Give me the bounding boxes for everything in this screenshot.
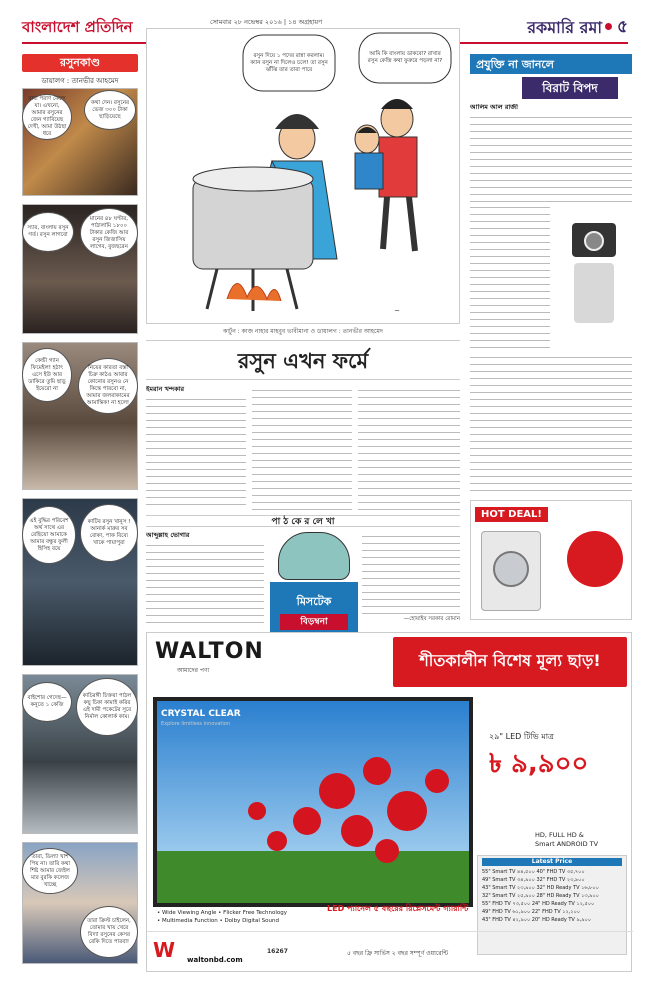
price-row: 55" Smart TV ৪৪,৫০০ 40" FHD TV ৩৫,৭০০ — [482, 869, 585, 875]
tech-body-text — [470, 113, 632, 203]
svg-text:~: ~ — [394, 307, 400, 315]
price-row: 43" Smart TV ২৩,৯০০ 32" HD Ready TV ১৬,৮০০ — [482, 885, 599, 891]
squidward-illustration — [278, 532, 350, 580]
service-warranty: ৫ বছর ফ্রি সার্ভিস ২ বছর সম্পূর্ণ ওয়ারেন্টি — [347, 950, 449, 957]
tech-byline: আলিম আল রাজী — [470, 104, 518, 111]
speech-bubble: মানের ৪৮ ঘণ্টার, পাঠালামি ১৮০০ টাকার কেজি আর রসুন জিজাসিয় লাগেব, বুজছরেন — [80, 208, 138, 258]
readers-section-label: পা ঠ কে র লে খা — [146, 515, 460, 527]
speech-bubble: কাচিরঙ্গী চিক্তরা পাঠল কছু চিকা কামাই করির এই দামী পকেটের সুরে নির্মাল কোলার্ক কাম। — [76, 678, 138, 736]
speech-bubble: নিয়ের কারতা বস্তা চিক্র কাঠও আবার কোনোর রসুনও নে কিন্তে পারবো না, আমার জলরাকামের আমান্তিক! না হলে! — [78, 358, 138, 414]
article-column-1 — [146, 386, 246, 510]
hot-deal-label: HOT DEAL! — [475, 507, 548, 522]
price-row: 55" FHD TV ৭৩,৫০০ 24" HD Ready TV ১২,৫০০ — [482, 901, 595, 907]
washing-machine-door — [493, 551, 529, 587]
article-byline: ইমরান খন্দকার — [146, 386, 185, 393]
tv-price: ৳ ৯,৯০০ — [489, 749, 589, 779]
walton-tagline: আমাদের পণ্য — [177, 667, 210, 674]
speech-bubble: কেন্ডী গ্যান ফিমেইল! হঠাৎ এসে ইউ আর ডাকিরে তুমি ছাড়ু ইয়েরো না — [22, 348, 72, 402]
price-table-header: Latest Price — [482, 858, 622, 866]
winter-discount-banner: শীতকালীন বিশেষ মূল্য ছাড়! — [393, 637, 627, 687]
speech-bubble: স্যার, বাংলায় রসুন গর্ত। রসুন লাগবো — [22, 212, 74, 252]
cartoon-illustration — [146, 28, 460, 324]
price-row: 43" FHD TV ৪২,৯০০ 20" HD Ready TV ৯,৯০০ — [482, 917, 592, 923]
tv-image — [153, 697, 473, 907]
letter-column-1 — [146, 532, 264, 626]
tv-screen-flowers — [157, 701, 469, 903]
cartoon-credit: কার্টুন : কাজ নাহার মাহবুব ভাবীমানা ও ডায়ালগ : তানভীর আহমেদ — [223, 328, 383, 335]
rasun-kando-column — [22, 54, 138, 964]
price-row: 49" FHD TV ৬১,৯০০ 22" FHD TV ১২,২০০ — [482, 909, 581, 915]
led-guarantee: LED প্যানেল ৫ বছরের রিপ্লেসমেন্ট গ্যারান্টি — [327, 904, 469, 913]
speech-bubble: বাইশোর গেদেছ—কনুতে ১ কেজি — [22, 682, 72, 722]
walton-tv-ad — [146, 632, 632, 972]
tv-feature-checks: • Wide Viewing Angle • Flicker Free Technology • Multimedia Function • Dolby Digital Sound — [157, 910, 288, 924]
issue-date: সোমবার ২৮ নভেম্বর ২০১৬ | ১৪ অগ্রহায়ণ — [210, 18, 323, 26]
letter-column-2 — [362, 532, 460, 626]
cartoon-speech-left: রসুন দিয়ে ১ পদের রান্না করলাম। ক্যান রসুন না দিলেও চলে! তা রসুন ঝাঁঝি তার তারা পারে — [250, 52, 328, 73]
article-column-3 — [358, 386, 460, 510]
hotline-number: 16267 — [267, 948, 288, 955]
page-number: ৫ — [616, 17, 628, 37]
cartoon-speech-right: আমি কি বাংলায় ডাকবো? রাখার রসুন কেন্দ্রি কথা ফুরুরে পড়লা না? — [367, 51, 443, 64]
price-row: 49" Smart TV ৩৪,৯০০ 32" FHD TV ২৩,৯০০ — [482, 877, 585, 883]
separator-dot — [605, 23, 612, 30]
section-title: রকমারি রমা — [527, 18, 602, 37]
column-author: ডায়ালগ : তানভীর আহমেদ — [22, 72, 138, 91]
speech-bubble: বাবা পরাণ কেন্দে যা। এখনো, আমার রসুনের জেন গ্যাবিয়েছ দেখী, আমা উঠছা ধরে — [22, 94, 72, 140]
walton-footer — [147, 931, 633, 971]
discount-badge — [567, 531, 623, 587]
speech-bubble: তারা, ডিল্যা খাশ পিয় না। তারি কথা শিষ্ট আমার জেইল মার বুরকি কলেজ খাচ্ছে — [22, 848, 78, 894]
hot-deal-ad — [470, 500, 632, 620]
tech-article-header — [470, 54, 632, 100]
letter-body-text — [362, 532, 460, 616]
tv-features: HD, FULL HD & Smart ANDROID TV — [535, 831, 599, 848]
article-body-text — [146, 395, 246, 505]
tech-body-text — [470, 353, 632, 492]
crystal-clear-subtitle: Explore limitless innovation — [161, 721, 231, 727]
speech-bubble: কাটিব রসুন খানুস ! আনার্ক মারুর সব বোকা, পাক বিব্যে খাকে পায়াপুরা — [80, 504, 138, 562]
letter-byline: আব্দুল্লাহ ভোগার — [146, 532, 190, 539]
article-column-2 — [252, 386, 352, 510]
mistake-title: মিসটেক — [296, 595, 332, 608]
tech-headline-1: প্রযুক্তি না জানলে — [470, 54, 632, 74]
article-headline: রসুন এখন ফর্মে — [146, 340, 460, 380]
article-body-text — [358, 386, 460, 510]
tv-model-label: ২৯" LED টিভি মাত্র — [489, 732, 554, 741]
tech-headline-2: বিরাট বিপদ — [522, 77, 618, 99]
price-row: 32" Smart TV ২৫,৯০০ 28" HD Ready TV ১৩,৯০০ — [482, 893, 599, 899]
walton-w-logo: W — [153, 938, 176, 962]
walton-website[interactable]: waltonbd.com — [187, 956, 243, 964]
newspaper-title: বাংলাদেশ প্রতিদিন — [22, 18, 133, 36]
letter-signature: —হোয়াইব সরকার রোমান — [403, 616, 460, 622]
speech-bubble: এই বুদ্ধির পরিবেশ অর্থ সাথে এর রেছিয়ো আমাকে আমার বন্ধুর ফুলী হিসিহ বয়ে — [22, 506, 76, 564]
speech-bubble: তারা ক্রিস্ট চাইলেন, তোমার খায় খেরে বিদ্যা রসুনের কেসর রেকি দিতে পারবা! — [80, 906, 138, 958]
crystal-clear-label: CRYSTAL CLEAR — [161, 709, 241, 719]
letter-body-text — [146, 541, 264, 625]
camera-man-illustration — [554, 203, 632, 353]
mistake-subtitle: বিড়ম্বনা — [280, 614, 348, 630]
tech-article-body — [470, 104, 632, 492]
article-body-text — [252, 386, 352, 510]
column-header: রসুনকাণ্ড — [22, 54, 138, 72]
walton-logo: WALTON — [155, 639, 264, 664]
tech-body-text — [470, 203, 550, 353]
speech-bubble: কথা দেন। রসুনের ভেজ ৩০০ টাকা ছাড়িয়েছে — [84, 90, 136, 130]
